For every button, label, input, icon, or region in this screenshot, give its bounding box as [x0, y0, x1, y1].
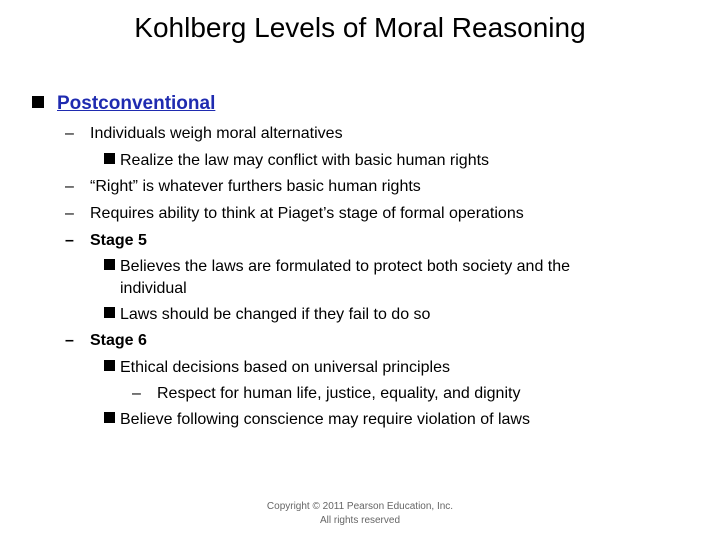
- list-item: [132, 384, 521, 404]
- level1-bullet: [32, 92, 215, 116]
- list-item: [104, 151, 489, 171]
- item-text: individual: [120, 280, 187, 297]
- postconventional-link[interactable]: Postconventional: [57, 93, 216, 114]
- item-text: Ethical decisions based on universal principles: [120, 359, 450, 376]
- square-bullet-icon: [104, 259, 115, 270]
- item-text: Realize the law may conflict with basic human rights: [120, 152, 490, 169]
- list-item: [65, 231, 147, 251]
- item-text: “Right” is whatever furthers basic human rights: [90, 178, 421, 195]
- list-item: [65, 331, 147, 351]
- item-text: Respect for human life, justice, equality, and dignity: [157, 385, 521, 402]
- square-bullet-icon: [104, 360, 115, 371]
- dash-bullet-icon: –: [65, 125, 74, 142]
- list-item-continuation: [120, 279, 187, 299]
- dash-bullet-icon: –: [65, 178, 74, 195]
- item-text: Stage 6: [90, 332, 147, 349]
- square-bullet-icon: [104, 153, 115, 164]
- dash-bullet-icon: –: [65, 332, 74, 349]
- item-text: Requires ability to think at Piaget’s stage of formal operations: [90, 205, 524, 222]
- list-item: [65, 124, 343, 144]
- dash-bullet-icon: –: [65, 232, 74, 249]
- list-item: [104, 257, 570, 277]
- item-text: Believe following conscience may require violation of laws: [120, 411, 530, 428]
- list-item: [65, 177, 421, 197]
- list-item: [104, 410, 530, 430]
- square-bullet-icon: [104, 412, 115, 423]
- dash-bullet-icon: –: [132, 385, 141, 402]
- item-text: Individuals weigh moral alternatives: [90, 125, 343, 142]
- square-bullet-icon: [104, 307, 115, 318]
- square-bullet-icon: [32, 96, 44, 108]
- copyright-footer: [0, 500, 720, 528]
- list-item: [65, 204, 524, 224]
- slide-title: Kohlberg Levels of Moral Reasoning: [134, 12, 586, 43]
- rights-line: All rights reserved: [319, 515, 401, 526]
- dash-bullet-icon: –: [65, 205, 74, 222]
- list-item: [104, 358, 450, 378]
- item-text: Believes the laws are formulated to protect both society and the: [120, 258, 571, 275]
- copyright-line: Copyright © 2011 Pearson Education, Inc.: [266, 501, 454, 512]
- item-text: Laws should be changed if they fail to do so: [120, 306, 431, 323]
- item-text: Stage 5: [90, 232, 147, 249]
- list-item: [104, 305, 430, 325]
